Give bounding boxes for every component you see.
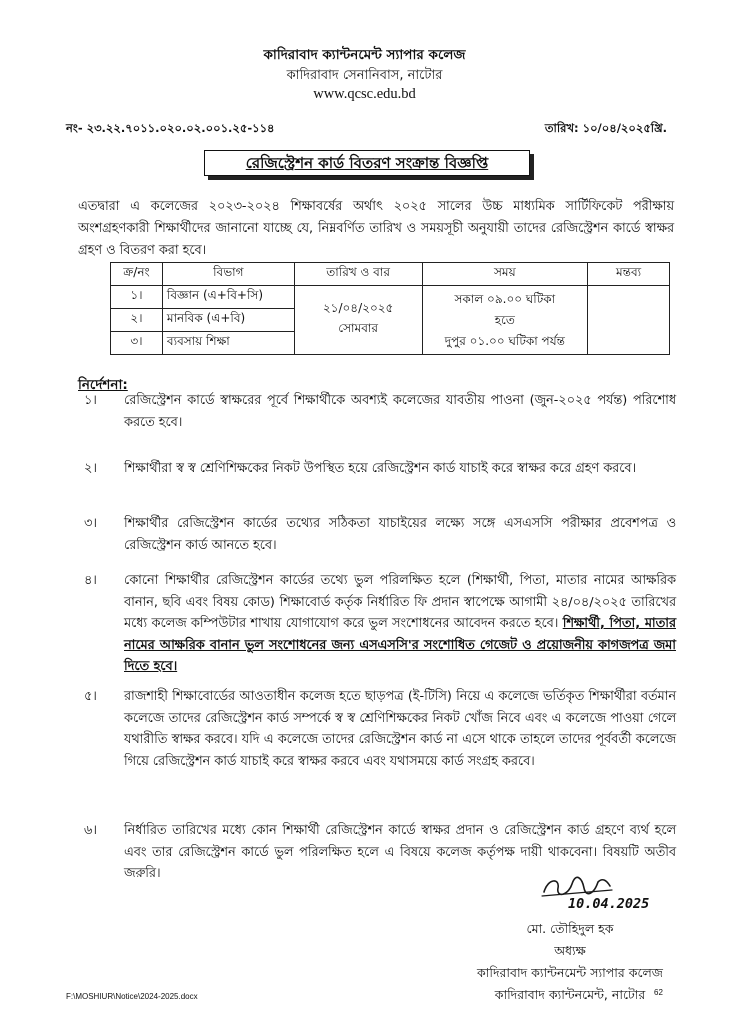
college-name: কাদিরাবাদ ক্যান্টনমেন্ট স্যাপার কলেজ (263, 47, 466, 63)
schedule-date: ২১/০৪/২০২৫ (322, 301, 394, 315)
row-serial: ২। (111, 309, 163, 332)
row-department: বিজ্ঞান (এ+বি+সি) (162, 286, 294, 309)
intro-paragraph: এতদ্বারা এ কলেজের ২০২৩-২০২৪ শিক্ষাবর্ষের অর্থাৎ ২০২৫ সালের উচ্চ মাধ্যমিক সার্টিফিকেট পরীক্ষায় অংশগ্রহণকারী শিক্ষার্থীদের জানানো যাচ্ছে যে, নিম্নবর্ণিত তারিখ ও সময়সূচী অনুযায়ী তাদের রেজিস্ট্রেশন কার্ডে স্বাক্ষর গ্রহণ ও বিতরণ করা হবে। (78, 199, 674, 258)
row-department: মানবিক (এ+বি) (162, 309, 294, 332)
instruction-number: ৪। (84, 573, 97, 588)
memo-date: তারিখ: ১০/০৪/২০২৫খ্রি. (544, 121, 667, 135)
signature-date: 10.04.2025 (568, 896, 650, 912)
header-remarks: মন্তব্য (588, 263, 670, 286)
time-end: দুপুর ০১.০০ ঘটিকা পর্যন্ত (444, 333, 565, 348)
header-time: সময় (422, 263, 588, 286)
header-department: বিভাগ (162, 263, 294, 286)
signatory-name: মো. তৌহিদুল হক (526, 921, 614, 936)
footer-page-number: 62 (654, 988, 663, 997)
schedule-header-row (111, 263, 670, 286)
signatory-designation: অধ্যক্ষ (554, 943, 586, 958)
time-mid: হতে (494, 312, 515, 327)
instruction-emphasis: শিক্ষার্থী, পিতা, মাতার নামের আক্ষরিক বানান ভুল সংশোধনের জন্য এসএসসি'র সংশোধিত গেজেট ও প্রয়োজনীয় কাগজপত্র জমা দিতে হবে। (124, 616, 676, 674)
instruction-text: নির্ধারিত তারিখের মধ্যে কোন শিক্ষার্থী রেজিস্ট্রেশন কার্ডে স্বাক্ষর প্রদান ও রেজিস্ট্রেশন কার্ড গ্রহণে ব্যর্থ হলে এবং তার রেজিস্ট্রেশন কার্ডে ভুল পরিলক্ষিত হলে এ বিষয়ে কলেজ কর্তৃপক্ষ দায়ী থাকবেনা। বিষয়টি অতীব জরুরি। (124, 823, 676, 881)
instruction-text: রেজিস্ট্রেশন কার্ডে স্বাক্ষরের পূর্বে শিক্ষার্থীকে অবশ্যই কলেজের যাবতীয় পাওনা (জুন-২০২৫ পর্যন্ত) পরিশোধ করতে হবে। (124, 393, 676, 430)
instruction-number: ২। (84, 461, 97, 476)
instruction-number: ৫। (84, 689, 97, 704)
row-department: ব্যবসায় শিক্ষা (162, 332, 294, 355)
instruction-text: শিক্ষার্থীরা স্ব স্ব শ্রেণিশিক্ষকের নিকট উপস্থিত হয়ে রেজিস্ট্রেশন কার্ড যাচাই করে স্বাক্ষর করে গ্রহণ করবে। (124, 461, 637, 476)
instruction-number: ৩। (84, 516, 97, 531)
row-serial: ১। (111, 286, 163, 309)
instruction-text: রাজশাহী শিক্ষাবোর্ডের আওতাধীন কলেজ হতে ছাড়পত্র (ই-টিসি) নিয়ে এ কলেজে ভর্তিকৃত শিক্ষার্থীরা বর্তমান কলেজে তাদের রেজিস্ট্রেশন কার্ড সম্পর্কে স্ব স্ব শ্রেণিশিক্ষকের নিকট খোঁজ নিবে এবং এ কলেজে পাওয়া গেলে যথারীতি স্বাক্ষর করবে। যদি এ কলেজে তাদের রেজিস্ট্রেশন কার্ড না এসে থাকে তাহলে তাদের পূর্ববর্তী কলেজে গিয়ে রেজিস্ট্রেশন কার্ড যাচাই করে স্বাক্ষর করবে এবং যথাসময়ে কার্ড সংগ্রহ করবে। (124, 689, 676, 769)
notice-title-box (204, 150, 534, 178)
header-serial: ক্র/নং (111, 263, 163, 286)
schedule-day: সোমবার (338, 321, 378, 335)
signatory-org: কাদিরাবাদ ক্যান্টনমেন্ট স্যাপার কলেজ (477, 965, 663, 980)
table-row (111, 286, 670, 309)
instructions-heading: নির্দেশনা: (78, 377, 128, 393)
signatory-location: কাদিরাবাদ ক্যান্টনমেন্ট, নাটোর (494, 987, 646, 1002)
time-cell (422, 286, 588, 355)
date-day-cell (294, 286, 422, 355)
schedule-table (110, 262, 670, 355)
instruction-text: শিক্ষার্থীর রেজিস্ট্রেশন কার্ডের তথ্যের সঠিকতা যাচাইয়ের লক্ষ্যে সঙ্গে এসএসসি পরীক্ষার প্রবেশপত্র ও রেজিস্ট্রেশন কার্ড আনতে হবে। (124, 516, 676, 553)
signature-block (470, 918, 670, 1006)
row-serial: ৩। (111, 332, 163, 355)
remarks-cell (588, 286, 670, 355)
college-website[interactable]: www.qcsc.edu.bd (313, 86, 416, 102)
footer-file-path: F:\MOSHIUR\Notice\2024-2025.docx (66, 992, 198, 1001)
header-date-day: তারিখ ও বার (294, 263, 422, 286)
instruction-text: কোনো শিক্ষার্থীর রেজিস্ট্রেশন কার্ডের তথ্যে ভুল পরিলক্ষিত হলে (শিক্ষার্থী, পিতা, মাতার নামের আক্ষরিক বানান, ছবি এবং বিষয় কোড) শিক্ষাবোর্ড কর্তৃক নির্ধারিত ফি প্রদান স্বাপেক্ষে আগামী ২৪/০৪/২০২৫ তারিখের মধ্যে কলেজ কম্পিউটার শাখায় যোগাযোগ করে ভুল সংশোধনের আবেদন করতে হবে। (124, 573, 676, 631)
memo-number: নং- ২৩.২২.৭০১১.০২০.০২.০০১.২৫-১১৪ (66, 121, 275, 135)
college-address: কাদিরাবাদ সেনানিবাস, নাটোর (286, 68, 443, 83)
instruction-number: ১। (84, 393, 97, 408)
time-start: সকাল ০৯.০০ ঘটিকা (454, 291, 556, 306)
instruction-text-wrap (124, 570, 676, 678)
notice-title: রেজিস্ট্রেশন কার্ড বিতরণ সংক্রান্ত বিজ্ঞপ্তি (204, 150, 530, 176)
instruction-number: ৬। (84, 823, 97, 838)
